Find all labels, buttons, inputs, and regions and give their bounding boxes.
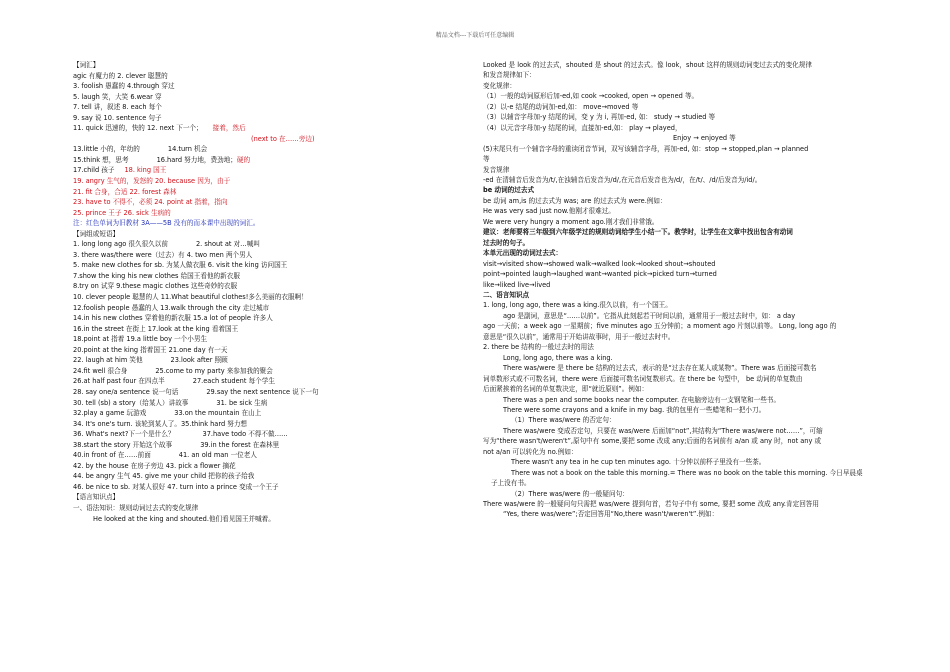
right-line — [483, 384, 885, 394]
right-column — [483, 60, 885, 520]
line-text: 36. What's next?下一个是什么？ — [73, 430, 175, 439]
line-text-2: 27.each student 每个学生 — [192, 377, 275, 386]
right-line — [483, 269, 885, 279]
left-line — [73, 440, 428, 451]
new-word-text: 23. have to 不得不，必须 24. point at 指着，指向 — [73, 198, 228, 207]
right-line — [483, 112, 885, 122]
line-text: We were very hungry a moment ago.刚才我们非常饿。 — [483, 217, 659, 226]
line-text: 26.at half past four 在四点半 — [73, 377, 165, 386]
right-line — [483, 102, 885, 112]
line-text: 14.in his new clothes 穿着他的新衣服 15.a lot of people 许多人 — [73, 314, 273, 323]
line-text-2: 14.turn 机会 — [167, 145, 208, 154]
left-line — [73, 134, 428, 145]
line-text: 3. foolish 愚蠢的 4.through 穿过 — [73, 82, 175, 91]
left-line — [73, 60, 428, 71]
right-line — [483, 185, 885, 195]
right-line — [483, 342, 885, 352]
left-line — [73, 471, 428, 482]
new-word-text: 21. fit 合身，合适 22. forest 森林 — [73, 187, 177, 196]
line-text: There wasn't any tea in he cup ten minutes ago. 十分钟以前杯子里没有一些茶。 — [511, 458, 766, 467]
line-text: 40.in front of 在……前面 — [73, 451, 151, 460]
line-text: 8.try on 试穿 9.these magic clothes 这些奇妙的衣服 — [73, 282, 238, 291]
left-line — [73, 387, 428, 398]
line-text: 1. long, long ago, there was a king.很久以前，有一个国王。 — [483, 301, 672, 310]
line-text: 7. tell 讲，叙述 8. each 每个 — [73, 103, 162, 112]
line-text: 17.child 孩子 — [73, 166, 115, 175]
line-text: 22. laugh at him 笑他 — [73, 356, 143, 365]
line-text: There were some crayons and a knife in my bag. 我的包里有一些蜡笔和一把小刀。 — [503, 405, 766, 414]
right-line — [483, 447, 885, 457]
right-line — [483, 321, 885, 331]
left-line — [73, 503, 428, 514]
line-text: ago 一天前；a week ago 一星期前；five minutes ago 五分钟前；a moment ago 片刻以前等。 Long, long ago 的 — [483, 322, 837, 331]
page-header: 精品文档---下载后可任意编辑 — [435, 32, 515, 39]
right-line — [483, 468, 885, 478]
right-line — [483, 290, 885, 300]
right-line — [483, 133, 885, 143]
left-line — [73, 197, 428, 208]
line-text: 本单元出现的动词过去式： — [483, 249, 563, 258]
line-text: There was/were 变成否定句，只要在 was/were 后面加“not”,其结构为“There was/were not……”，可缩 — [503, 426, 823, 435]
right-line — [483, 426, 885, 436]
left-line — [73, 313, 428, 324]
line-text: 写为“there wasn't/weren't”,原句中有 some,要把 some 改成 any;后面的名词前有 a/an 或 any 时，not any 或 — [483, 437, 822, 446]
right-line — [483, 300, 885, 310]
new-word-text: 18. king 国王 — [124, 166, 167, 175]
left-column — [73, 60, 428, 524]
right-line — [483, 259, 885, 269]
line-text: There was/were 是 there be 结构的过去式，表示的是“过去存在某人或某物”。There was 后面接可数名 — [503, 364, 817, 373]
line-text: 意思是“很久以前”，通常用于开始讲故事时，用于一般过去时中。 — [483, 332, 675, 341]
right-line — [483, 217, 885, 227]
line-text: 30. tell (sb) a story（给某人）讲故事 — [73, 398, 189, 407]
right-line — [483, 436, 885, 446]
line-text: “Yes, there was/were”;否定回答用“No,there wasn't/weren't”.例如： — [503, 510, 719, 519]
line-text: 12.foolish people 愚蠢的人 13.walk through the city 走过城市 — [73, 303, 270, 312]
left-line — [73, 324, 428, 335]
right-line — [483, 457, 885, 467]
line-text: （4）以元音字母加-y 结尾的词，直接加-ed,如： play → played， — [483, 123, 682, 132]
right-line — [483, 332, 885, 342]
right-line — [483, 227, 885, 237]
line-text: （1）There was/were 的否定句： — [511, 416, 616, 425]
right-line — [483, 499, 885, 509]
line-text: 2. there be 结构的一般过去时的用法 — [483, 343, 594, 352]
right-line — [483, 489, 885, 499]
new-word-text: 接着，然后 — [212, 124, 246, 133]
line-text-2: 25.come to my party 来参加我的聚会 — [155, 366, 273, 375]
new-word-text: 硬的 — [236, 155, 251, 164]
right-line — [483, 196, 885, 206]
line-text: 1. long long ago 很久很久以前 — [73, 240, 168, 249]
left-line — [73, 303, 428, 314]
left-line — [73, 208, 428, 219]
right-line — [483, 154, 885, 164]
line-text: 和发音规律如下： — [483, 71, 536, 80]
line-text: 5. laugh 笑，大笑 6.wear 穿 — [73, 92, 162, 101]
line-text: 34. It's one's turn. 该轮到某人了。35.think hard 努力想 — [73, 419, 248, 428]
line-text: be 动词 am,is 的过去式为 was; are 的过去式为 were.例如： — [483, 196, 667, 205]
new-word-text: 25. prince 王子 26. sick 生病的 — [73, 208, 171, 217]
line-text: 16.in the street 在街上 17.look at the king 看着国王 — [73, 324, 239, 333]
line-text-2: 29.say the next sentence 说下一句 — [206, 387, 319, 396]
line-text: 18.point at 指着 19.a little boy 一个小男生 — [73, 335, 208, 344]
line-text-2: 23.look after 照顾 — [170, 356, 228, 365]
line-text: He looked at the king and shouted.他们看见国王并喊着。 — [93, 514, 275, 523]
left-line — [73, 102, 428, 113]
line-text: 15.think 想，思考 — [73, 155, 129, 164]
right-line — [483, 280, 885, 290]
left-line — [73, 71, 428, 82]
left-line — [73, 144, 428, 155]
left-line — [73, 482, 428, 493]
line-text: 5. make new clothes for sb. 为某人做衣服 6. visit the king 访问国王 — [73, 261, 288, 270]
right-line — [483, 144, 885, 154]
right-line — [483, 60, 885, 70]
line-text: 11. quick 迅速的，快的 12. next 下一个； — [73, 124, 203, 133]
right-line — [483, 353, 885, 363]
left-line — [73, 366, 428, 377]
line-text: point→pointed laugh→laughed want→wanted pick→picked turn→turned — [483, 270, 717, 279]
line-text: 【词组或短语】 — [73, 229, 120, 238]
line-text: 子上没有书。 — [491, 479, 531, 488]
line-text: agic 有魔力的 2. clever 聪慧的 — [73, 71, 168, 80]
note-text: 注：红色单词为旧教材 3A——5B 没有的而本课中出现的词汇。 — [73, 219, 260, 228]
left-line — [73, 81, 428, 92]
line-text: 发音规律 — [483, 165, 510, 174]
left-line — [73, 176, 428, 187]
right-line — [483, 238, 885, 248]
line-text: There was a pen and some books near the computer. 在电脑旁边有一支钢笔和一些书。 — [503, 395, 781, 404]
line-text: 38.start the story 开始这个故事 — [73, 440, 173, 449]
line-text: 28. say one/a sentence 说一句话 — [73, 387, 179, 396]
left-line — [73, 419, 428, 430]
line-text: Enjoy → enjoyed 等 — [673, 134, 736, 143]
left-line — [73, 229, 428, 240]
left-line — [73, 408, 428, 419]
right-line — [483, 395, 885, 405]
line-text: 3. there was/there were（过去）有 4. two men 两个男人 — [73, 250, 253, 259]
line-text: （2）以-e 结尾的动词加-ed,如： move→moved 等 — [483, 102, 639, 111]
line-text: Looked 是 look 的过去式，shouted 是 shout 的过去式。像 look，shout 这样的规则动词变过去式的变化规律 — [483, 61, 812, 69]
left-line — [73, 123, 428, 134]
line-text: （2）There was/were 的一般疑问句： — [511, 489, 629, 498]
right-line — [483, 415, 885, 425]
right-line — [483, 206, 885, 216]
right-line — [483, 363, 885, 373]
line-text: There was not a book on the table this morning.= There was no book on the table this morning. 今日早晨桌 — [511, 468, 863, 477]
right-line — [483, 123, 885, 133]
left-line — [73, 155, 428, 166]
line-text: （1）一般的动词原形后加-ed,如 cook →cooked, open → opened 等。 — [483, 92, 699, 101]
left-line — [73, 218, 428, 229]
right-line — [483, 509, 885, 519]
line-text: (5)末尾只有一个辅音字母的重读闭音节词，双写该辅音字母，再加-ed, 如：stop → stopped,plan → planned — [483, 144, 809, 153]
line-text: visit→visited show→showed walk→walked look→looked shout→shouted — [483, 259, 716, 268]
left-line — [73, 271, 428, 282]
right-line — [483, 374, 885, 384]
line-text: 13.little 小的，年幼的 — [73, 145, 140, 154]
left-line — [73, 113, 428, 124]
line-text: 7.show the king his new clothes 给国王看他的新衣服 — [73, 271, 240, 280]
left-line — [73, 92, 428, 103]
line-text-2: 16.hard 努力地，费劲地； — [156, 155, 237, 164]
right-line — [483, 175, 885, 185]
right-line — [483, 311, 885, 321]
line-text: （3）以辅音字母加-y 结尾的词，变 y 为 i, 再加-ed, 如： study → studied 等 — [483, 113, 716, 122]
left-line — [73, 461, 428, 472]
line-text: 24.fit well 很合身 — [73, 366, 128, 375]
line-text-2: 31. be sick 生病 — [216, 398, 268, 407]
line-text: 9. say 说 10. sentence 句子 — [73, 113, 162, 122]
line-text: 42. by the house 在房子旁边 43. pick a flower 摘花 — [73, 461, 236, 470]
line-text: 二、语言知识点 — [483, 290, 530, 299]
right-line — [483, 165, 885, 175]
line-text: 变化规律： — [483, 81, 516, 90]
line-text: He was very sad just now.他刚才很难过。 — [483, 207, 615, 216]
line-text-2: 37.have todo 不得不做…… — [202, 430, 288, 439]
line-text: Long, long ago, there was a king. — [503, 353, 613, 362]
right-line — [483, 248, 885, 258]
line-text-2: 39.in the forest 在森林里 — [200, 440, 280, 449]
left-line — [73, 292, 428, 303]
left-line — [73, 260, 428, 271]
left-line — [73, 187, 428, 198]
left-line — [73, 514, 428, 525]
left-line — [73, 345, 428, 356]
right-line — [483, 405, 885, 415]
line-text: ago 是副词，意思是“……以前”。它指从此刻起若干时间以前，通常用于一般过去时中，如： a day — [503, 311, 796, 320]
line-text: like→liked live→lived — [483, 280, 551, 289]
left-line — [73, 355, 428, 366]
line-text: 词单数形式或不可数名词，there were 后面接可数名词复数形式。在 there be 句型中， be 动词的单复数由 — [483, 374, 803, 383]
new-word-text: 19. angry 生气的，发怒的 20. because 因为，由于 — [73, 177, 231, 186]
line-text-2: 41. an old man 一位老人 — [178, 451, 257, 460]
right-line — [483, 478, 885, 488]
left-line — [73, 334, 428, 345]
left-line — [73, 376, 428, 387]
line-text: 32.play a game 玩游戏 — [73, 409, 147, 418]
line-text: 【语言知识点】 — [73, 493, 120, 502]
new-word-note: (next to 在……旁边) — [251, 134, 315, 143]
line-text: 20.point at the king 指着国王 21.one day 有一天 — [73, 345, 228, 354]
line-text-2: 33.on the mountain 在山上 — [174, 409, 262, 418]
right-line — [483, 91, 885, 101]
line-text: 等 — [483, 155, 490, 164]
line-text: -ed 在清辅音后发音为/t/,在浊辅音后发音为/d/,在元音后发音也为/d/，在/t/、/d/后发音为/id/。 — [483, 175, 762, 184]
left-line — [73, 398, 428, 409]
line-text: 44. be angry 生气 45. give me your child 把你的孩子给我 — [73, 472, 255, 481]
left-line — [73, 165, 428, 176]
line-text: 10. clever people 聪慧的人 11.What beautiful clothes!多么美丽的衣服啊！ — [73, 293, 308, 302]
left-line — [73, 239, 428, 250]
left-line — [73, 429, 428, 440]
right-line — [483, 81, 885, 91]
line-text: not a/an 可以转化为 no.例如： — [483, 447, 578, 456]
left-line — [73, 492, 428, 503]
line-text: There was/were 的一般疑问句只需把 was/were 提到句首，若句子中有 some, 要把 some 改成 any.肯定回答用 — [483, 500, 819, 509]
line-text-2: 2. shout at 对…喊叫 — [195, 240, 260, 249]
line-text: 后面紧挨着的名词的单复数决定，即“就近原则”。例如： — [483, 385, 649, 394]
line-text: 46. be nice to sb. 对某人很好 47. turn into a prince 变成一个王子 — [73, 482, 279, 491]
line-text: 过去时的句子。 — [483, 238, 530, 247]
right-line — [483, 70, 885, 80]
line-text: 建议：老师要将三年级到六年级学过的规则动词给学生小结一下。教学时，让学生在文章中找出包含有动词 — [483, 228, 793, 237]
left-line — [73, 450, 428, 461]
left-line — [73, 281, 428, 292]
line-text: 一、语法知识：规则动词过去式的变化规律 — [73, 503, 199, 512]
line-text: 【词汇】 — [73, 61, 100, 69]
line-text: be 动词的过去式 — [483, 186, 535, 195]
left-line — [73, 250, 428, 261]
